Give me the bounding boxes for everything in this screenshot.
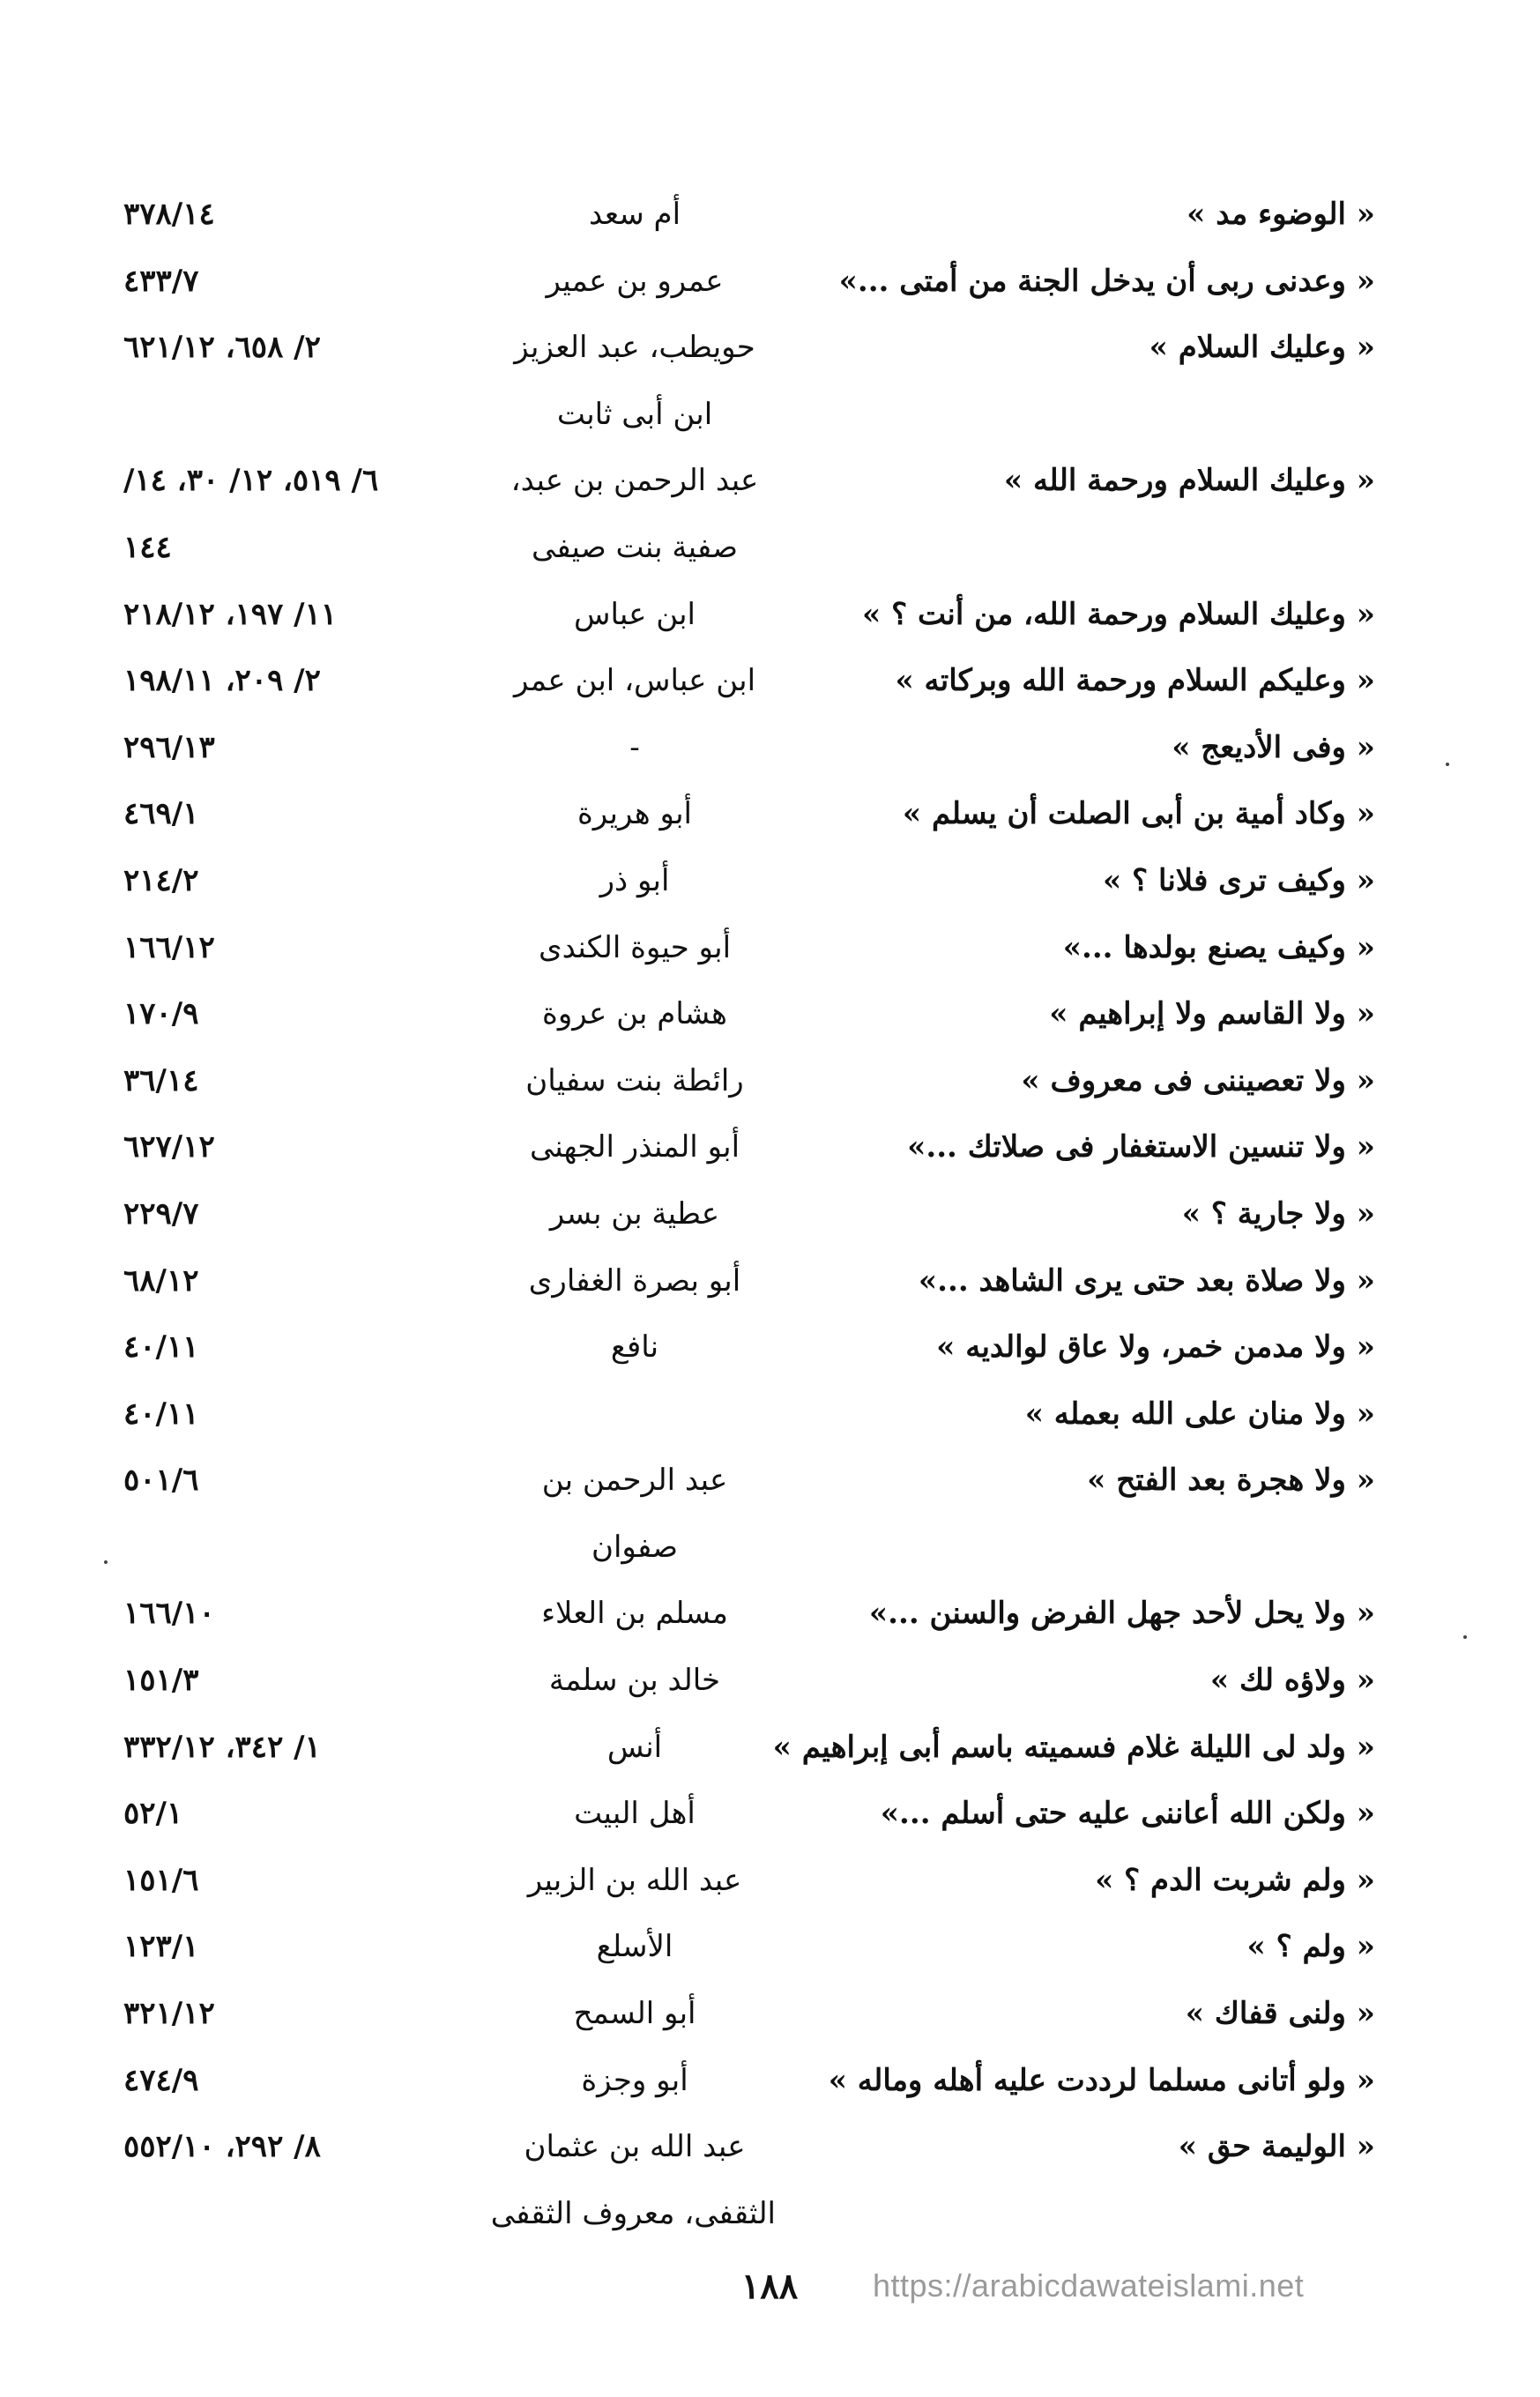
- hadith-text: « ولا تنسين الاستغفار فى صلاتك ...»: [907, 1129, 1375, 1165]
- narrator-name: الثقفى، معروف الثقفى: [490, 2195, 776, 2231]
- index-row: [123, 1318, 1375, 1385]
- index-row: [123, 1185, 1375, 1252]
- volume-page-reference: [123, 2192, 485, 2236]
- hadith-text: « ولد لى الليلة غلام فسميته باسم أبى إبراهيم »: [772, 1729, 1375, 1765]
- index-row: [123, 1784, 1375, 1851]
- volume-page-reference: [123, 1991, 485, 2036]
- hadith-text: « وكيف ترى فلانا ؟ »: [1103, 862, 1375, 898]
- index-row: [123, 1718, 1375, 1785]
- volume-page-reference: [123, 1059, 485, 1103]
- volume-page-reference: [123, 458, 485, 502]
- hadith-index-table: [123, 185, 1375, 2251]
- narrator-name: خالد بن سلمة: [548, 1663, 721, 1699]
- hadith-text: « ولو أتانى مسلما لرددت عليه أهله وماله »: [828, 2062, 1375, 2098]
- index-row: [123, 1917, 1375, 1984]
- index-row: [123, 1052, 1375, 1119]
- narrator-name: عطية بن بسر: [549, 1195, 720, 1232]
- hadith-text: « وعليك السلام ورحمة الله، من أنت ؟ »: [862, 596, 1375, 632]
- reference-text: ٥٠١/٦: [123, 1463, 199, 1499]
- volume-page-reference: [123, 926, 485, 970]
- reference-text: ٦٨/١٢: [123, 1262, 199, 1299]
- hadith-text: « وعليك السلام »: [1149, 330, 1375, 366]
- index-row: [123, 985, 1375, 1052]
- index-row: [123, 718, 1375, 785]
- reference-text: ١/ ٣٤٢، ٣٣٢/١٢: [123, 1729, 321, 1765]
- volume-page-reference: [123, 659, 485, 703]
- narrator-name: ابن عباس: [573, 596, 696, 632]
- reference-text: ٨/ ٢٩٢، ٥٥٢/١٠: [123, 2129, 321, 2165]
- reference-text: ٤٧٤/٩: [123, 2062, 199, 2098]
- volume-page-reference: [123, 1392, 485, 1436]
- reference-text: ١٢٣/١: [123, 1929, 199, 1965]
- narrator-name: أبو بصرة الغفارى: [528, 1262, 741, 1299]
- hadith-text: « ولا تعصيننى فى معروف »: [1021, 1062, 1375, 1098]
- index-row: [123, 1518, 1375, 1585]
- watermark-url: https://arabicdawateislami.net: [873, 2267, 1305, 2304]
- index-row: [123, 585, 1375, 652]
- narrator-name: الأسلع: [596, 1929, 673, 1965]
- index-row: [123, 651, 1375, 718]
- volume-page-reference: [123, 192, 485, 236]
- hadith-text: « وعدنى ربى أن يدخل الجنة من أمتى ...»: [838, 263, 1375, 299]
- index-row: [123, 785, 1375, 852]
- reference-text: ١١/ ١٩٧، ٢١٨/١٢: [123, 596, 338, 632]
- index-row: [123, 518, 1375, 585]
- index-row: [123, 919, 1375, 986]
- reference-text: ٥٢/١: [123, 1796, 183, 1832]
- volume-page-reference: [123, 325, 485, 369]
- hadith-text: « ولكن الله أعاننى عليه حتى أسلم ...»: [880, 1796, 1375, 1832]
- narrator-name: -: [629, 729, 640, 765]
- index-row: [123, 1651, 1375, 1718]
- index-row: [123, 185, 1375, 252]
- reference-text: ١٤٤: [123, 529, 172, 565]
- hadith-text: « ولا القاسم ولا إبراهيم »: [1049, 996, 1375, 1032]
- volume-page-reference: [123, 1125, 485, 1169]
- hadith-text: « الوليمة حق »: [1178, 2129, 1375, 2165]
- narrator-name: أبو وجزة: [581, 2062, 688, 2098]
- narrator-name: عبد الرحمن بن عبد،: [510, 463, 759, 499]
- index-row: [123, 252, 1375, 319]
- narrator-name: نافع: [610, 1329, 659, 1366]
- reference-text: ٢/ ٦٥٨، ٦٢١/١٢: [123, 330, 321, 366]
- narrator-name: ابن عباس، ابن عمر: [513, 663, 756, 699]
- reference-text: ١٥١/٣: [123, 1663, 199, 1699]
- reference-text: ١٧٠/٩: [123, 996, 199, 1032]
- reference-text: ٢/ ٢٠٩، ١٩٨/١١: [123, 663, 321, 699]
- reference-text: ١٦٦/١٠: [123, 1596, 215, 1632]
- reference-text: ٦٢٧/١٢: [123, 1129, 215, 1165]
- narrator-name: أبو السمح: [573, 1996, 696, 2032]
- reference-text: ١٦٦/١٢: [123, 929, 215, 965]
- volume-page-reference: [123, 1325, 485, 1369]
- index-row: [123, 1118, 1375, 1185]
- page-number: ١٨٨: [740, 2266, 799, 2307]
- index-row: [123, 1451, 1375, 1518]
- index-row: [123, 1984, 1375, 2051]
- volume-page-reference: [123, 259, 485, 303]
- hadith-text: « وكيف يصنع بولدها ...»: [1062, 929, 1375, 965]
- narrator-name: عبد الله بن الزبير: [527, 1862, 742, 1898]
- scan-speck: [1446, 763, 1449, 766]
- volume-page-reference: [123, 2058, 485, 2103]
- reference-text: ٤٦٩/١: [123, 796, 199, 832]
- hadith-text: « وفى الأديعج »: [1172, 729, 1375, 765]
- scan-speck: [1463, 1635, 1467, 1639]
- volume-page-reference: [123, 726, 485, 770]
- hadith-text: « ولم شربت الدم ؟ »: [1095, 1862, 1375, 1898]
- index-row: [123, 1252, 1375, 1319]
- volume-page-reference: [123, 1725, 485, 1769]
- volume-page-reference: [123, 1192, 485, 1236]
- hadith-text: « ولا منان على الله بعمله »: [1024, 1396, 1375, 1432]
- volume-page-reference: [123, 1259, 485, 1303]
- hadith-text: « وكاد أمية بن أبى الصلت أن يسلم »: [902, 796, 1375, 832]
- hadith-text: « الوضوء مد »: [1187, 197, 1375, 232]
- narrator-name: أم سعد: [588, 197, 681, 232]
- narrator-name: أنس: [606, 1729, 663, 1765]
- reference-text: ٢١٤/٢: [123, 862, 199, 898]
- narrator-name: عبد الله بن عثمان: [524, 2129, 746, 2165]
- narrator-name: أبو المنذر الجهنى: [529, 1129, 740, 1165]
- hadith-text: « ولاؤه لك »: [1209, 1663, 1375, 1699]
- index-row: [123, 1385, 1375, 1452]
- reference-text: ٤٠/١١: [123, 1329, 199, 1366]
- hadith-text: « ولا صلاة بعد حتى يرى الشاهد ...»: [918, 1262, 1375, 1299]
- volume-page-reference: [123, 859, 485, 903]
- reference-text: ٢٢٩/٧: [123, 1195, 199, 1232]
- volume-page-reference: [123, 1525, 485, 1569]
- reference-text: ٤٣٣/٧: [123, 263, 199, 299]
- volume-page-reference: [123, 1924, 485, 1969]
- narrator-name: عمرو بن عمير: [546, 263, 724, 299]
- narrator-name: أهل البيت: [574, 1796, 696, 1832]
- narrator-name: مسلم بن العلاء: [541, 1596, 728, 1632]
- narrator-name: حويطب، عبد العزيز: [514, 330, 755, 366]
- volume-page-reference: [123, 792, 485, 836]
- index-row: [123, 1851, 1375, 1918]
- hadith-text: « ولنى قفاك »: [1185, 1996, 1375, 2032]
- reference-text: ٣٦/١٤: [123, 1062, 199, 1098]
- volume-page-reference: [123, 525, 485, 569]
- index-row: [123, 385, 1375, 452]
- hadith-text: « ولا هجرة بعد الفتح »: [1087, 1463, 1375, 1499]
- volume-page-reference: [123, 1591, 485, 1635]
- index-row: [123, 451, 1375, 518]
- hadith-text: « ولا مدمن خمر، ولا عاق لوالديه »: [936, 1329, 1375, 1366]
- index-row: [123, 2185, 1375, 2252]
- hadith-text: « وعليك السلام ورحمة الله »: [1003, 463, 1375, 499]
- volume-page-reference: [123, 392, 485, 436]
- volume-page-reference: [123, 2125, 485, 2169]
- reference-text: ٣٧٨/١٤: [123, 197, 215, 232]
- volume-page-reference: [123, 592, 485, 636]
- narrator-name: أبو ذر: [599, 862, 670, 898]
- hadith-text: « وعليكم السلام ورحمة الله وبركاته »: [895, 663, 1375, 699]
- index-row: [123, 2118, 1375, 2185]
- narrator-name: صفوان: [591, 1529, 679, 1565]
- reference-text: ٤٠/١١: [123, 1396, 199, 1432]
- narrator-name: أبو حيوة الكندى: [538, 929, 732, 965]
- reference-text: ٢٩٦/١٣: [123, 729, 215, 765]
- narrator-name: رائطة بنت سفيان: [525, 1062, 744, 1098]
- hadith-text: « ولم ؟ »: [1246, 1929, 1375, 1965]
- index-row: [123, 1584, 1375, 1651]
- reference-text: ٦/ ٥١٩، ١٢/ ٣٠، ١٤/: [123, 463, 379, 499]
- hadith-text: « ولا جارية ؟ »: [1181, 1195, 1375, 1232]
- volume-page-reference: [123, 992, 485, 1036]
- volume-page-reference: [123, 1658, 485, 1702]
- scan-speck: [104, 1560, 108, 1564]
- hadith-text: « ولا يحل لأحد جهل الفرض والسنن ...»: [868, 1596, 1375, 1632]
- volume-page-reference: [123, 1858, 485, 1902]
- reference-text: ١٥١/٦: [123, 1862, 199, 1898]
- index-row: [123, 852, 1375, 919]
- index-row: [123, 2051, 1375, 2118]
- narrator-name: صفية بنت صيفى: [532, 529, 738, 565]
- index-row: [123, 318, 1375, 385]
- reference-text: ٣٢١/١٢: [123, 1996, 215, 2032]
- volume-page-reference: [123, 1458, 485, 1502]
- narrator-name: هشام بن عروة: [542, 996, 727, 1032]
- volume-page-reference: [123, 1791, 485, 1835]
- narrator-name: أبو هريرة: [577, 796, 692, 832]
- narrator-name: عبد الرحمن بن: [541, 1463, 728, 1499]
- narrator-name: ابن أبى ثابت: [556, 396, 713, 432]
